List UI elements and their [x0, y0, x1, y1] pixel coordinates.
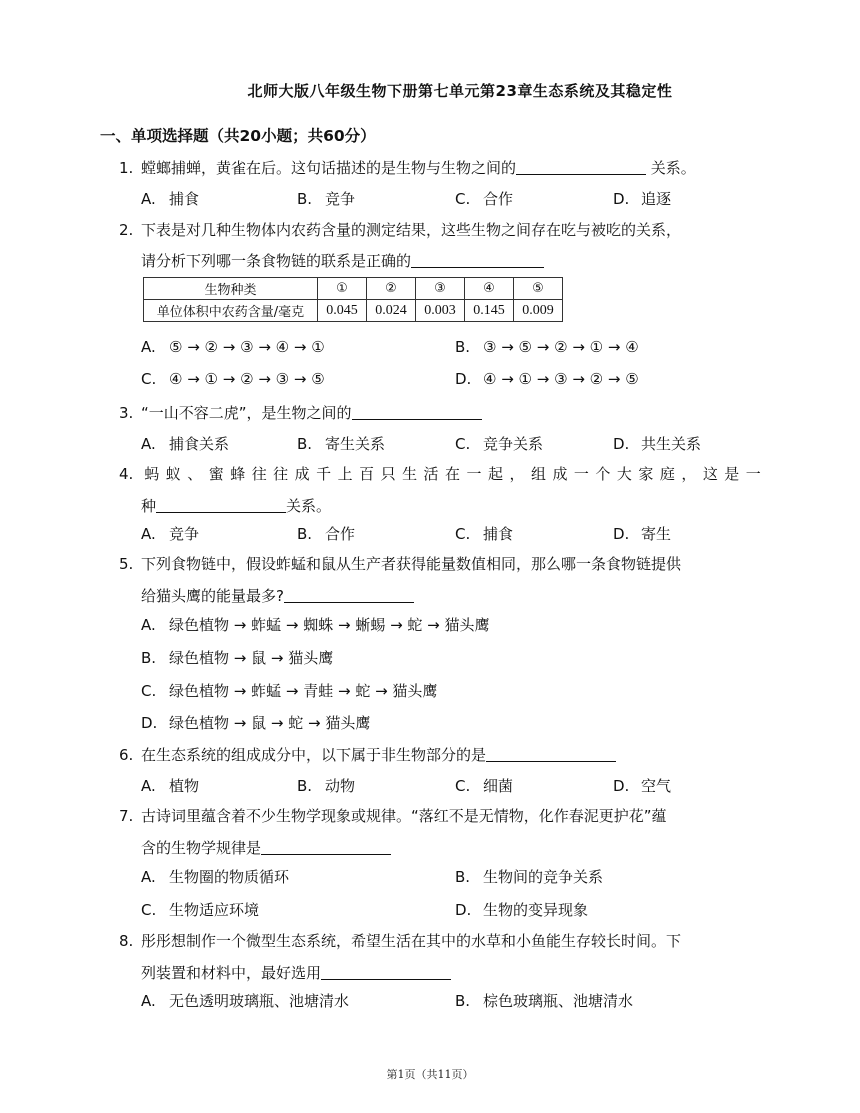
option-d[interactable]: D. 生物的变异现象: [455, 901, 589, 919]
question-2: [119, 223, 764, 238]
option-a[interactable]: A. 捕食关系: [141, 435, 230, 453]
option-b[interactable]: B. 竞争: [297, 190, 356, 208]
question-text: 古诗词里蕴含着不少生物学现象或规律。“落红不是无情物，化作春泥更护花”蕴: [141, 807, 667, 825]
option-c[interactable]: C. 绿色植物 → 蚱蜢 → 青蛙 → 蛇 → 猫头鹰: [141, 682, 438, 700]
option-a[interactable]: A. 无色透明玻璃瓶、池塘清水: [141, 992, 350, 1010]
answer-blank[interactable]: [486, 747, 616, 762]
answer-blank[interactable]: [516, 160, 646, 175]
table-header-row: [144, 278, 563, 300]
question-4-line-2: 种 关系。: [141, 497, 332, 515]
table-row-label: 单位体积中农药含量/毫克: [144, 300, 318, 322]
question-4: [119, 467, 764, 482]
option-c[interactable]: C. 捕食: [455, 525, 514, 543]
question-number: 8.: [119, 932, 134, 950]
table-header-label: 生物种类: [144, 278, 318, 300]
option-b[interactable]: B. 生物间的竞争关系: [455, 868, 604, 886]
option-a[interactable]: A. 竞争: [141, 525, 200, 543]
question-2-line-2: 请分析下列哪一条食物链的联系是正确的: [141, 250, 544, 271]
question-7-line-2: 含的生物学规律是: [141, 837, 391, 858]
question-text: 在生态系统的组成成分中，以下属于非生物部分的是: [141, 746, 487, 764]
option-d[interactable]: D. 追逐: [613, 190, 672, 208]
question-5-line-2: 给猫头鹰的能量最多?: [141, 585, 414, 606]
column-3: ③: [416, 278, 465, 300]
option-c[interactable]: C. 细菌: [455, 777, 514, 795]
option-b[interactable]: B. 动物: [297, 777, 356, 795]
question-8: [119, 934, 764, 949]
page-footer: 第1页（共11页）: [386, 1068, 474, 1081]
value-3: 0.003: [416, 300, 465, 322]
question-number: 6.: [119, 746, 134, 764]
question-number: 5.: [119, 555, 134, 573]
question-text: 下表是对几种生物体内农药含量的测定结果，这些生物之间存在吃与被吃的关系，: [141, 221, 682, 239]
option-c[interactable]: C. 合作: [455, 190, 514, 208]
question-text: 螳螂捕蝉，黄雀在后。这句话描述的是生物与生物之间的: [141, 159, 517, 177]
option-a[interactable]: A. ⑤ → ② → ③ → ④ → ①: [141, 338, 325, 356]
question-7: [119, 809, 764, 824]
option-a[interactable]: A. 植物: [141, 777, 200, 795]
question-number: 2.: [119, 221, 134, 239]
column-1: ①: [318, 278, 367, 300]
answer-blank[interactable]: [352, 405, 482, 420]
value-1: 0.045: [318, 300, 367, 322]
question-number: 3.: [119, 404, 134, 422]
option-c[interactable]: C. 竞争关系: [455, 435, 544, 453]
question-number: 4.: [119, 465, 134, 483]
answer-blank[interactable]: [321, 965, 451, 980]
document-title: 北师大版八年级生物下册第七单元第23章生态系统及其稳定性: [247, 82, 673, 100]
option-a[interactable]: A. 捕食: [141, 190, 200, 208]
question-5: [119, 557, 764, 572]
option-d[interactable]: D. 寄生: [613, 525, 672, 543]
value-4: 0.145: [465, 300, 514, 322]
question-8-line-2: 列装置和材料中，最好选用: [141, 962, 451, 983]
question-3: [119, 405, 764, 421]
option-a[interactable]: A. 绿色植物 → 蚱蜢 → 蜘蛛 → 蜥蜴 → 蛇 → 猫头鹰: [141, 616, 490, 634]
question-text: 下列食物链中，假设蚱蜢和鼠从生产者获得能量数值相同，那么哪一条食物链提供: [141, 555, 682, 573]
question-text-after: 关系。: [646, 159, 696, 177]
section-heading: 一、单项选择题（共20小题；共60分）: [100, 127, 376, 145]
table-row: [144, 300, 563, 322]
question-1: [119, 160, 764, 176]
option-c[interactable]: C. ④ → ① → ② → ③ → ⑤: [141, 370, 325, 388]
question-text: “一山不容二虎”，是生物之间的: [141, 404, 352, 422]
answer-blank[interactable]: [284, 588, 414, 603]
option-d[interactable]: D. 共生关系: [613, 435, 702, 453]
answer-blank[interactable]: [411, 253, 544, 268]
column-5: ⑤: [514, 278, 563, 300]
option-d[interactable]: D. 绿色植物 → 鼠 → 蛇 → 猫头鹰: [141, 714, 371, 732]
option-b[interactable]: B. ③ → ⑤ → ② → ① → ④: [455, 338, 639, 356]
value-5: 0.009: [514, 300, 563, 322]
value-2: 0.024: [367, 300, 416, 322]
option-b[interactable]: B. 寄生关系: [297, 435, 386, 453]
question-text: 蚂蚁、蜜蜂往往成千上百只生活在一起，组成一个大家庭，这是一: [141, 465, 764, 483]
option-b[interactable]: B. 绿色植物 → 鼠 → 猫头鹰: [141, 649, 334, 667]
question-text: 彤彤想制作一个微型生态系统，希望生活在其中的水草和小鱼能生存较长时间。下: [141, 932, 682, 950]
column-2: ②: [367, 278, 416, 300]
pesticide-table: [143, 277, 563, 322]
option-b[interactable]: B. 棕色玻璃瓶、池塘清水: [455, 992, 634, 1010]
option-d[interactable]: D. ④ → ① → ③ → ② → ⑤: [455, 370, 639, 388]
question-number: 7.: [119, 807, 134, 825]
column-4: ④: [465, 278, 514, 300]
question-6: [119, 747, 764, 763]
answer-blank[interactable]: [156, 498, 286, 513]
answer-blank[interactable]: [261, 840, 391, 855]
option-d[interactable]: D. 空气: [613, 777, 672, 795]
option-c[interactable]: C. 生物适应环境: [141, 901, 260, 919]
option-b[interactable]: B. 合作: [297, 525, 356, 543]
option-a[interactable]: A. 生物圈的物质循环: [141, 868, 290, 886]
question-number: 1.: [119, 159, 134, 177]
